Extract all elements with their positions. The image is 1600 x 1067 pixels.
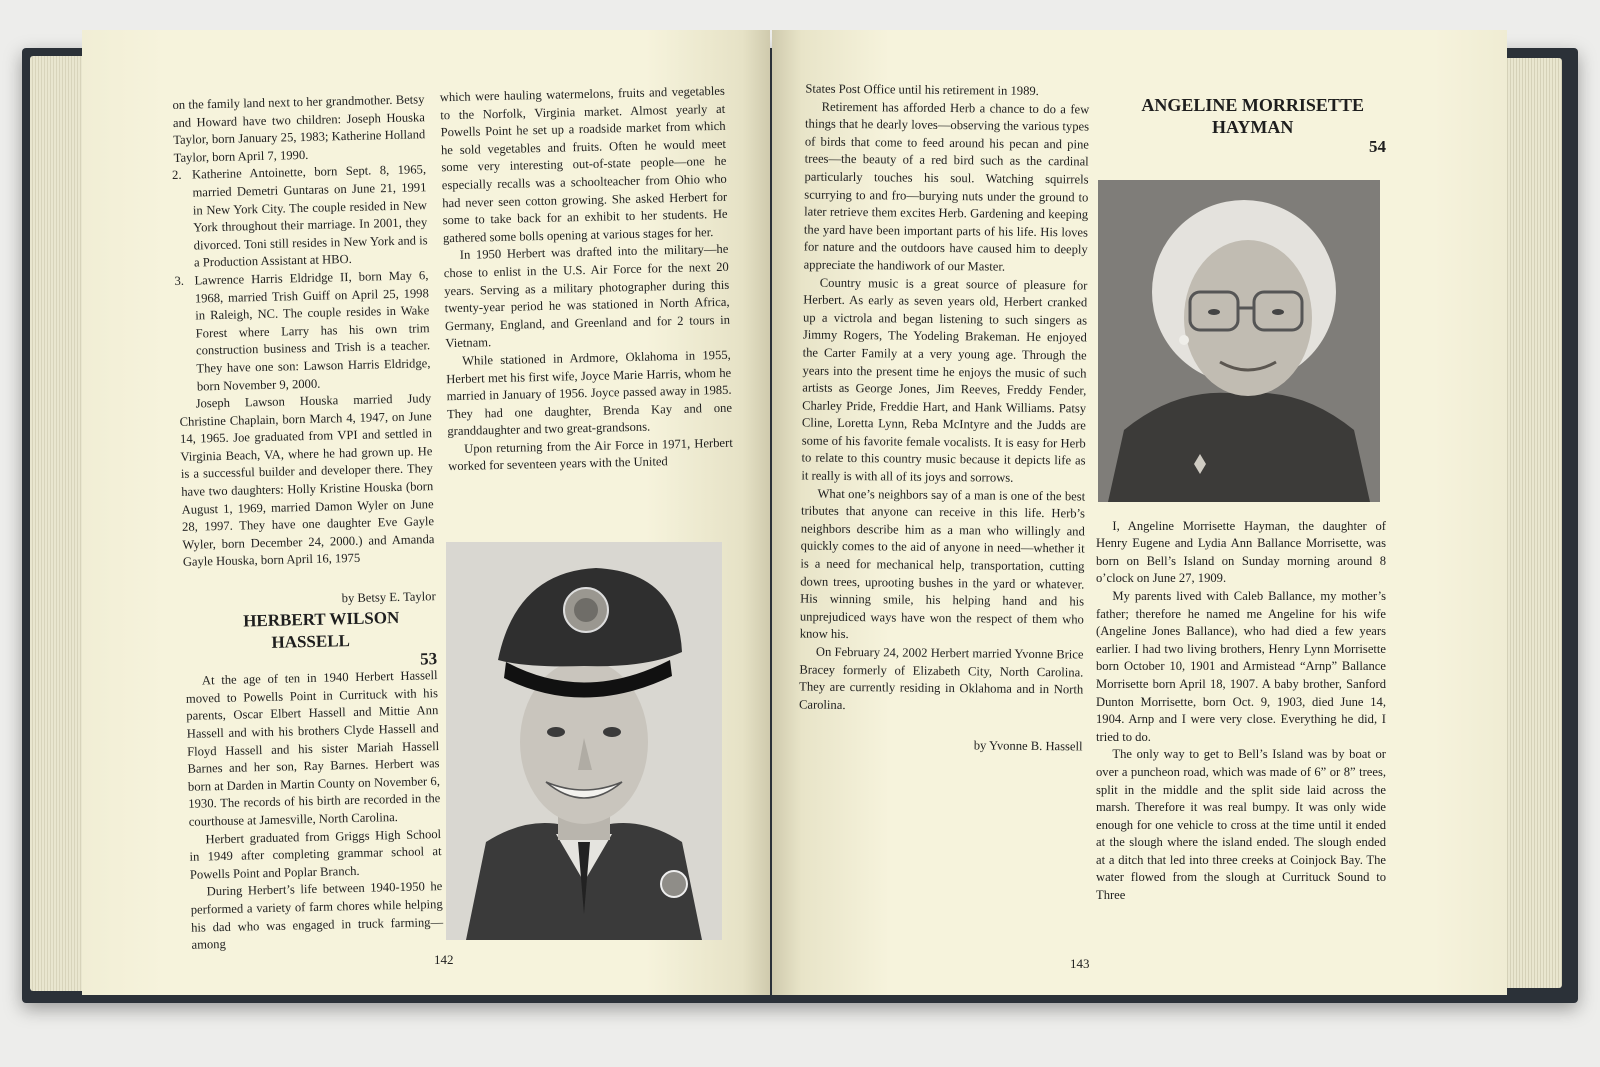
author-signature: by Yvonne B. Hassell — [973, 738, 1083, 754]
portrait-illustration — [446, 542, 722, 940]
list-number: 3. — [174, 273, 185, 288]
paragraph: On February 24, 2002 Herbert married Yvonne Brice Bracey formerly of Elizabeth City, North Carolina. They are currently residing in Oklahoma and in North Carolina. — [798, 644, 1084, 712]
paragraph: I, Angeline Morrisette Hayman, the daughter of Henry Eugene and Lydia Ann Ballance Morrisette, was born on Bell’s Island on Sunday morning around 8 o’clock on June 27, 1909. — [1096, 518, 1386, 586]
entry-heading-line-2: HAYMAN — [1212, 117, 1294, 137]
page-number: 142 — [434, 952, 454, 967]
entry-heading-line-1: ANGELINE MORRISETTE — [1141, 95, 1364, 115]
list-item — [171, 162, 428, 273]
paragraph: Country music is a great source of pleasure for Herbert. As early as seven years old, Herbert cranked up a victrola and began listening to such singers as Jimmy Rogers, The Yodeling Brakeman. He enjoyed the Carter Family at a very young age. Through the years into the present time he enjoys the music of such artists as George Jones, Jim Reeves, Freddy Fender, Charley Pride, Freddie Hart, and Hank Williams. Patsy Cline, Loretta Lynn, Reba McIntyre and the Judds are some of his favorite female vocalists. It is easy for Herb to relate to this country music because it depicts life as it really is with all of its joys and sorrows. — [801, 275, 1088, 485]
page-number: 143 — [1070, 956, 1090, 971]
paragraph: on the family land next to her grandmother. Betsy and Howard have two children: Joseph Houska Taylor, born January 25, 1983; Katherine Holland Taylor, born April 7, 1990. — [172, 92, 426, 165]
entry-number: 53 — [419, 648, 438, 669]
paragraph: The only way to get to Bell’s Island was by boat or over a puncheon road, which was made of 6” or 8” trees, split in the middle and the split side laid across the marsh. Therefore it was real bumpy. It was only wide enough for one vehicle to cross at the time until it ended at the slough where the island ended. The slough ended at a ditch that led into three creeks at Coinjock Bay. The water flowed from the slough at Currituck Sound to Three — [1096, 747, 1386, 903]
paragraph: At the age of ten in 1940 Herbert Hassell moved to Powells Point in Currituck with his parents, Oscar Elbert Hassell and Mittie Ann Hassell and with his brothers Clyde Hassell and Floyd Hassell and his sister Mariah Hassell Barnes and her son, Ray Barnes. Herbert was born at Darden in Martin County on November 6, 1930. The records of his birth are recorded in the courthouse at Jamesville, North Carolina. — [185, 668, 441, 829]
paragraph: During Herbert’s life between 1940-1950 he performed a variety of farm chores while helping his dad who was engaged in truck farming—among — [190, 879, 444, 952]
portrait-illustration — [1098, 180, 1380, 502]
right-page-column-1 — [798, 81, 1089, 757]
list-item-text: Katherine Antoinette, born Sept. 8, 1965, married Demetri Guntaras on June 21, 1991 in New York City. The couple resided in New York throughout their marriage. In 2001, they divorced. Toni still resides in New York and is a Production Assistant at HBO. — [191, 162, 428, 270]
list-item — [176, 267, 431, 396]
list-item-text: Lawrence Harris Eldridge II, born May 6, 1968, married Trish Guiff on April 25, 1998 in Raleigh, NC. The couple resides in Wake Forest where Larry has his own trim construction business and Trish is a teacher. They have one son: Lawson Harris Eldridge, born November 9, 2000. — [194, 268, 431, 393]
entry-heading: HERBERT WILSON HASSELL — [242, 607, 400, 652]
angeline-hayman-photo — [1098, 180, 1380, 502]
left-page-column-2 — [440, 83, 734, 476]
paragraph: What one’s neighbors say of a man is one of the best tributes that anyone can receive in this life. Herb’s neighbors describe him as a man who willingly and quickly comes to the aid of anyone in need—whether it is a need for mechanical help, transportation, cutting down trees, uprooting bushes in the yard or whatever. His winning smile, his helping hand and his unprejudiced ways have won the respect of them who know his. — [799, 486, 1086, 642]
paragraph: Upon returning from the Air Force in 1971, Herbert worked for seventeen years with the United — [448, 435, 733, 474]
paragraph: States Post Office until his retirement in 1989. — [805, 81, 1039, 98]
left-page-column-1 — [172, 91, 443, 954]
entry-number: 54 — [1369, 137, 1386, 156]
paragraph: Herbert graduated from Griggs High School in 1949 after completing grammar school at Powells Point and Poplar Branch. — [189, 826, 442, 882]
paragraph: Retirement has afforded Herb a chance to do a few things that he dearly loves—observing the various types of birds that come to feed around his pecan and pine trees—the beauty of a red bird such as the cardinal particularly touches his soul. Watching squirrels scurrying to and fro—burying nuts under the ground to later retrieve them excites Herb. Gardening and keeping the yard have been important parts of his life. His loves for nature and the outdoors have caused him to deeply appreciate the handiwork of our Master. — [803, 99, 1090, 274]
author-signature: by Betsy E. Taylor — [341, 589, 436, 606]
paragraph: My parents lived with Caleb Ballance, my mother’s father; therefore he named me Angeline for his wife (Angeline Jones Ballance), who had died a few years earlier. I had two living brothers, Henry Lynn Morrisette born October 10, 1901 and Armistead “Arnp” Ballance Morrisette born April 18, 1907. A baby brother, Sanford Dunton Morrisette, born Oct. 9, 1903, died June 14, 1904. Arnp and I were very close. Everything he did, I tried to do. — [1096, 588, 1386, 744]
list-number: 2. — [171, 168, 182, 183]
left-page — [82, 30, 770, 995]
right-page — [772, 30, 1507, 995]
paragraph: which were hauling watermelons, fruits and vegetables to the Norfolk, Virginia market. Almost yearly at Powells Point he set up a roadside market from which he sold vegetables and fruits. Often he would meet some very interesting out-of-state people—one he especially recalls was a schoolteacher from Ohio who had never seen cotton growing. She asked Herbert for some to take back for an exhibit to her students. He gathered some bolls opening at various stages for her. — [439, 83, 728, 245]
paragraph: Joseph Lawson Houska married Judy Christine Chaplain, born March 4, 1947, on June 14, 1965. Joe graduated from VPI and settled in Virginia Beach, VA, where he had grown up. He is a successful builder and developer there. They have two daughters: Holly Kristine Houska (born August 1, 1969, married Damon Wyler on June 28, 1997. They have one daughter Eve Gayle Wyler, born December 24, 2000.) and Amanda Gayle Houska, born April 16, 1975 — [179, 391, 435, 570]
paragraph: While stationed in Ardmore, Oklahoma in 1955, Herbert met his first wife, Joyce Marie Harris, whom he married in January of 1956. Joyce passed away in 1985. They had one daughter, Brenda Kay and one granddaughter and two great-grandsons. — [446, 347, 733, 439]
herbert-hassell-photo — [446, 542, 722, 940]
paragraph: In 1950 Herbert was drafted into the military—he chose to enlist in the U.S. Air Force for the next 20 years. Serving as a military photographer during this twenty-year period he was stationed in North Africa, Germany, England, and Greenland and for 2 tours in Vietnam. — [443, 242, 731, 351]
